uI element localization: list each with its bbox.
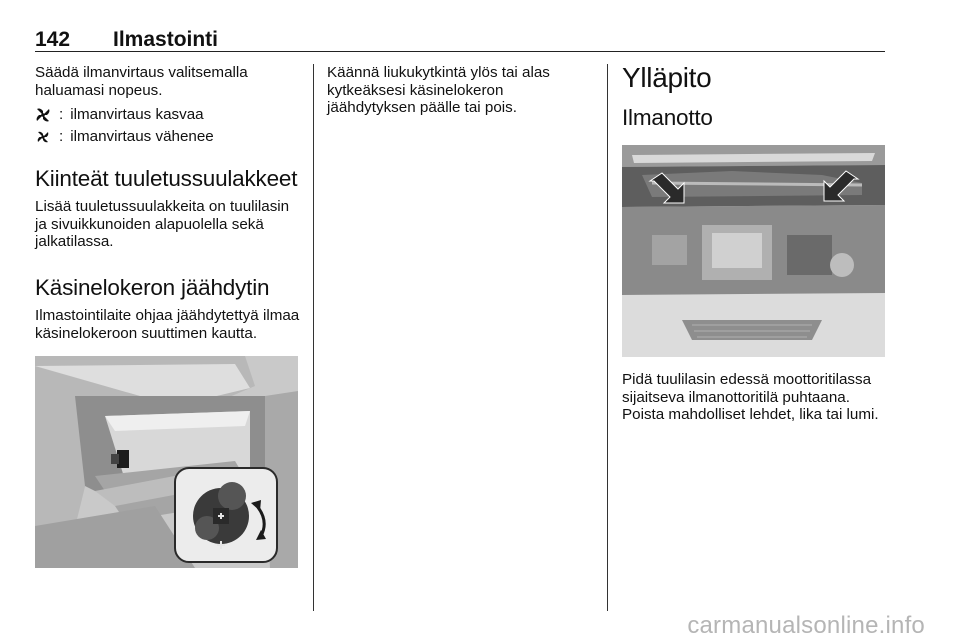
page-number: 142 (35, 28, 71, 51)
section-title: Ilmastointi (113, 28, 219, 51)
switch-instruction-text: Käännä liukukytkintä ylös tai alas kytkeäksesi käsinelokeron jäähdytyksen päälle tai pois. (327, 64, 550, 117)
column-right (622, 62, 888, 424)
glovebox-cooler-text: Ilmastointilaite ohjaa jäähdytettyä ilmaa käsinelokeroon suuttimen kautta. (35, 306, 300, 342)
legend-colon: : (59, 128, 64, 146)
fan-high-icon (35, 108, 51, 122)
legend-colon: : (59, 106, 64, 124)
airflow-intro-text: Säädä ilmanvirtaus valitsemalla haluamasi nopeus. (35, 64, 248, 99)
column-left (35, 64, 303, 568)
fan-low-icon (35, 130, 51, 144)
legend-row-increase (35, 106, 303, 124)
maintenance-heading: Ylläpito (622, 62, 712, 93)
air-intake-heading: Ilmanotto (622, 105, 713, 130)
air-intake-photo (622, 145, 885, 357)
watermark: carmanualsonline.info (687, 612, 925, 639)
glovebox-photo (35, 356, 298, 568)
air-intake-text: Pidä tuulilasin edessä moottoritilassa sijaitseva ilmanottoritilä puhtaana. Poista mahdolliset lehdet, lika tai lumi. (622, 371, 879, 424)
column-divider-1 (313, 64, 314, 611)
legend-text-increase: ilmanvirtaus kasvaa (70, 106, 204, 124)
column-divider-2 (607, 64, 608, 611)
vents-text: Lisää tuuletussuulakkeita on tuulilasin ja sivuikkunoiden alapuolella sekä jalkatilassa. (35, 198, 290, 251)
header-divider (35, 51, 885, 52)
vents-heading: Kiinteät tuuletussuulakkeet (35, 166, 298, 192)
glovebox-cooler-heading: Käsinelokeron jäähdytin (35, 274, 270, 300)
column-middle (327, 64, 593, 117)
legend-text-decrease: ilmanvirtaus vähenee (70, 128, 214, 146)
legend-row-decrease (35, 128, 303, 146)
